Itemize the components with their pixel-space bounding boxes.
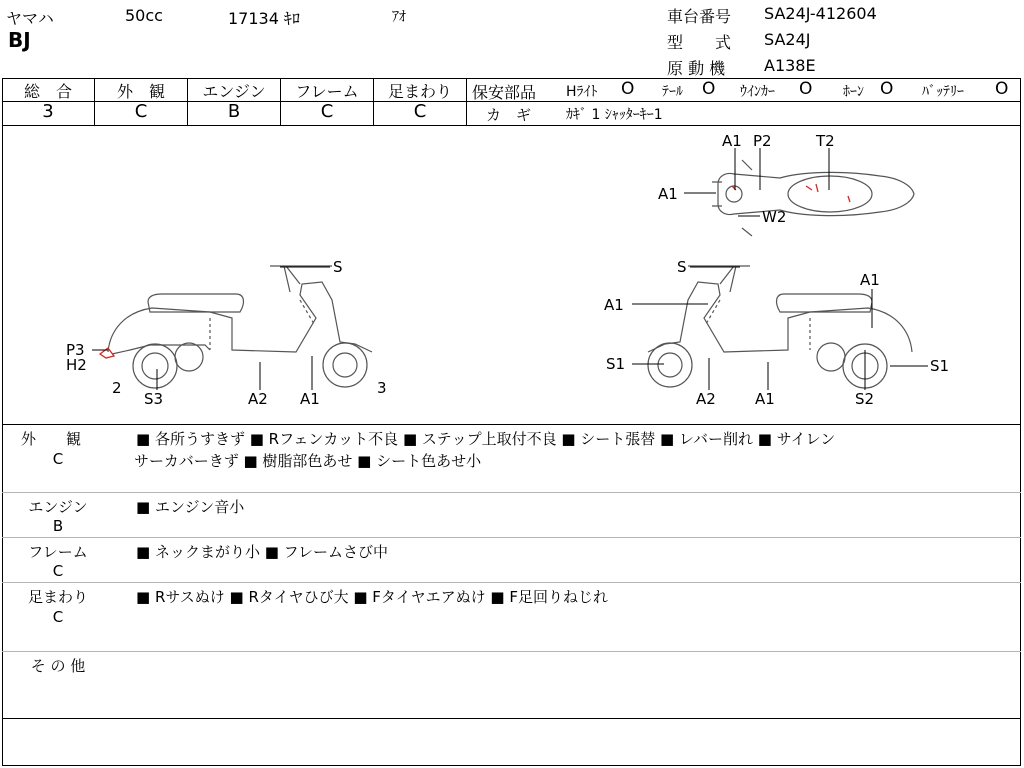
remark-exterior-label: 外 観	[20, 430, 81, 448]
safety-tail-label: ﾃｰﾙ	[662, 84, 683, 100]
safety-winker-label: ｳｲﾝｶｰ	[740, 84, 775, 100]
remarks-divider	[2, 492, 1021, 493]
diagram-label: W2	[762, 208, 787, 226]
grade-suspension-label: 足まわり	[387, 82, 452, 101]
diagram-label: S1	[930, 357, 950, 375]
remark-frame-grade: C	[52, 562, 64, 580]
remark-suspension-grade: C	[52, 608, 64, 626]
safety-battery-mark: O	[995, 79, 1009, 99]
remarks-divider	[2, 537, 1021, 538]
diagram-label: 2	[112, 379, 122, 397]
diagram-label: A1	[722, 132, 742, 150]
type-value: SA24J	[764, 30, 811, 49]
grade-engine-value: B	[227, 101, 241, 122]
grade-frame-label: フレーム	[295, 82, 359, 101]
remark-exterior-text: ■ 各所うすきず ■ Rフェンカット不良 ■ ステップ上取付不良 ■ シート張替 ■ レバー削れ ■ サイレン	[136, 430, 836, 448]
diagram-label: A1	[658, 185, 678, 203]
remark-suspension-text: ■ Rサスぬけ ■ Rタイヤひび大 ■ Fタイヤエアぬけ ■ F足回りねじれ	[136, 588, 608, 606]
diagram-label: A2	[696, 390, 716, 408]
remarks-divider	[2, 582, 1021, 583]
remark-frame-text: ■ ネックまがり小 ■ フレームさび中	[136, 543, 389, 561]
diagram-label: S	[677, 258, 687, 276]
safety-tail-mark: O	[702, 79, 716, 99]
frame-no: SA24J-412604	[764, 4, 877, 23]
grade-exterior-label: 外 観	[116, 82, 165, 101]
remarks-divider	[2, 651, 1021, 652]
mileage: 17134 ｷﾛ	[228, 9, 300, 28]
grade-exterior-value: C	[134, 101, 148, 122]
displacement: 50cc	[125, 6, 163, 25]
safety-horn-mark: O	[880, 79, 894, 99]
grade-suspension-value: C	[413, 101, 427, 122]
diagram-label: A2	[248, 390, 268, 408]
diagram-label: 3	[377, 379, 387, 397]
diagram-label: P3	[66, 341, 85, 359]
diagram-label: T2	[816, 132, 835, 150]
diagram-label: S3	[144, 390, 164, 408]
safety-horn-label: ﾎｰﾝ	[843, 84, 864, 100]
safety-title: 保安部品	[472, 83, 537, 102]
safety-winker-mark: O	[799, 79, 813, 99]
grade-overall-label: 総 合	[23, 82, 72, 101]
grade-engine-label: エンジン	[202, 82, 266, 101]
remarks-top-line	[2, 424, 1021, 425]
top-scooter-drawing	[712, 160, 914, 236]
grade-overall-value: 3	[42, 101, 54, 122]
key-value: ｶｷﾞ 1 ｼｬｯﾀｰｷｰ1	[566, 107, 663, 123]
diagram-label: S2	[855, 390, 875, 408]
type-label: 型 式	[667, 33, 732, 52]
engine-label: 原 動 機	[667, 59, 726, 78]
safety-headlight-label: Hﾗｲﾄ	[566, 84, 598, 100]
color: ｱｵ	[392, 9, 406, 25]
key-label: カ ギ	[486, 106, 532, 124]
grade-frame-value: C	[320, 101, 334, 122]
diagram-label: A1	[860, 271, 880, 289]
remark-suspension-label: 足まわり	[27, 588, 88, 606]
diagram-label: A1	[755, 390, 775, 408]
diagram-label: P2	[753, 132, 772, 150]
remark-frame-label: フレーム	[28, 543, 88, 561]
diagram-label: H2	[66, 356, 87, 374]
left-scooter-drawing	[108, 266, 372, 388]
maker: ヤマハ	[6, 9, 54, 28]
model-name: BJ	[8, 28, 31, 52]
remark-engine-text: ■ エンジン音小	[136, 498, 245, 516]
safety-battery-label: ﾊﾞｯﾃﾘｰ	[922, 84, 964, 100]
diagram-label: A1	[604, 296, 624, 314]
engine-value: A138E	[764, 56, 816, 75]
safety-headlight-mark: O	[621, 79, 635, 99]
remark-engine-label: エンジン	[28, 498, 88, 516]
diagram-label: S1	[606, 355, 626, 373]
diagram-label: A1	[300, 390, 320, 408]
diagram-label: S	[333, 258, 343, 276]
remark-exterior-text-2: サーカバーきず ■ 樹脂部色あせ ■ シート色あせ小	[134, 452, 482, 470]
remarks-bottom-line	[2, 718, 1021, 719]
frame-no-label: 車台番号	[667, 7, 732, 26]
remark-other-label: そ の 他	[30, 657, 86, 675]
remark-exterior-grade: C	[52, 450, 64, 468]
remark-engine-grade: B	[52, 517, 64, 535]
